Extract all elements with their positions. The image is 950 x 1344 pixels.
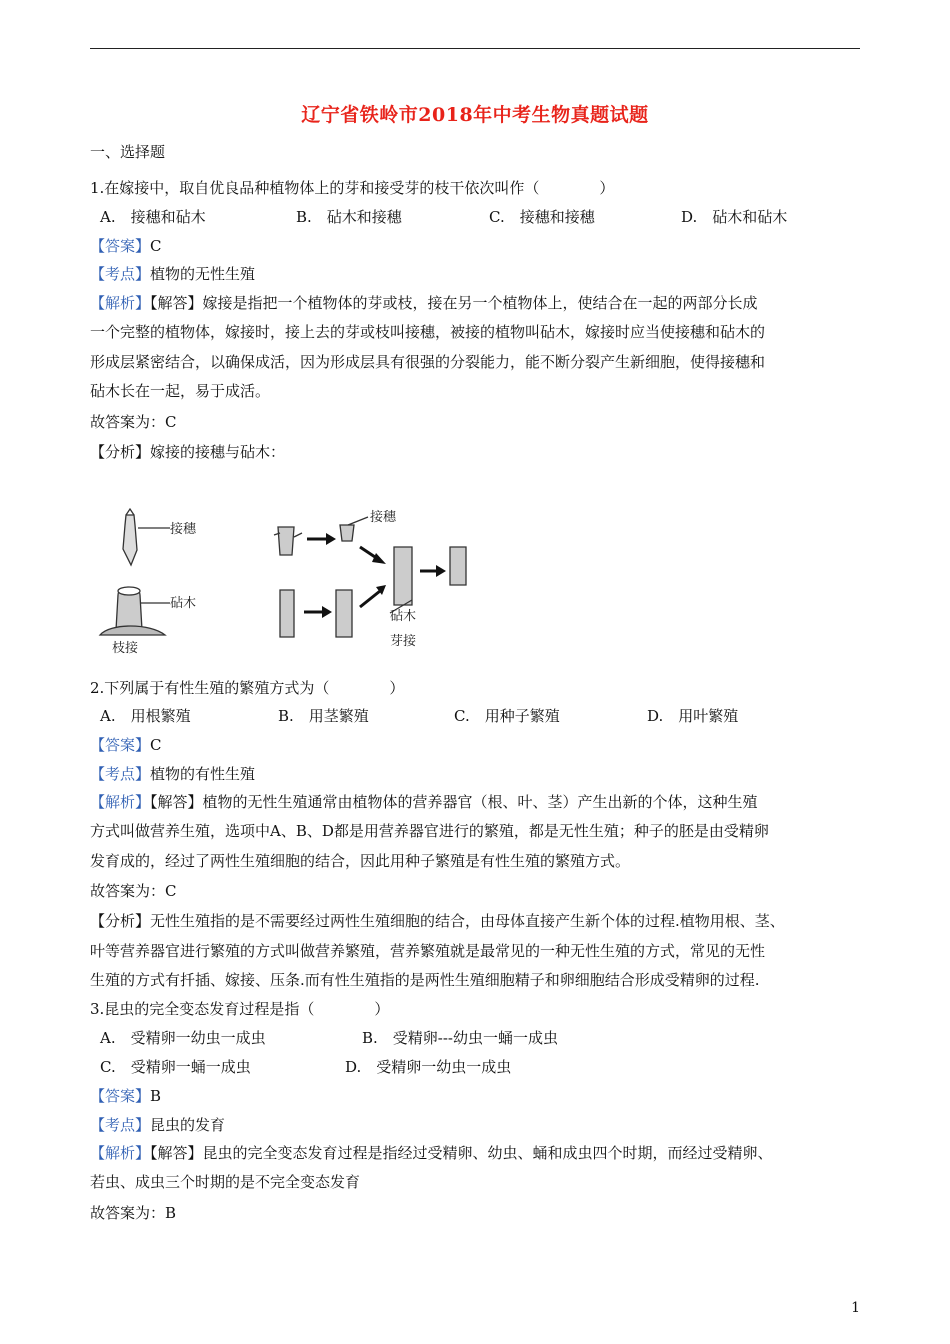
q3-option-d: D. 受精卵一幼虫一成虫 [345,1058,512,1076]
summary-tag: 【分析】 [90,443,151,461]
q1-option-d: D. 砧木和砧木 [681,208,788,226]
q1-conclusion: 故答案为：C [90,413,177,431]
q3-option-a: A. 受精卵一幼虫一成虫 [100,1029,266,1047]
q2-summary-line-2: 叶等营养器官进行繁殖的方式叫做营养繁殖，营养繁殖就是最常见的一种无性生殖的方式，常见的无性 [90,942,766,960]
q1-option-b: B. 砧木和接穗 [296,208,402,226]
q2-summary-text-1: 无性生殖指的是不需要经过两性生殖细胞的结合，由母体直接产生新个体的过程.植物用根、茎、 [150,912,785,930]
q3-analysis-line-2: 若虫、成虫三个时期的是不完全变态发育 [90,1173,361,1191]
figure-label-bud-stock: 砧木 [390,609,417,624]
q2-analysis-line-1 [90,792,758,812]
q3-analysis-line-1 [90,1143,773,1163]
q3-answer [90,1086,161,1106]
q3-point-value: 昆虫的发育 [150,1116,226,1134]
header-rule [90,48,860,49]
grafting-figure [90,505,490,660]
q1-point-value: 植物的无性生殖 [150,265,256,283]
q2-option-a: A. 用根繁殖 [100,707,191,725]
q2-point [90,764,255,784]
branch-graft-diagram [100,509,170,635]
q1-summary [90,442,285,462]
figure-label-bud-graft: 芽接 [390,634,417,649]
q2-option-d: D. 用叶繁殖 [647,707,739,725]
q1-analysis-text-1: 【解答】嫁接是指把一个植物体的芽或枝，接在另一个植物体上，使结合在一起的两部分长成 [150,294,758,312]
q2-conclusion: 故答案为：C [90,882,177,900]
q1-point [90,264,255,284]
process-arrows [304,533,446,618]
q3-conclusion: 故答案为：B [90,1204,177,1222]
q1-option-c: C. 接穗和接穗 [489,208,595,226]
q2-summary-line-1 [90,911,785,931]
q2-summary-line-3: 生殖的方式有扦插、嫁接、压条.而有性生殖指的是两性生殖细胞精子和卵细胞结合形成受精卵的过程. [90,971,760,989]
document-title: 辽宁省铁岭市2018年中考生物真题试题 [301,104,649,126]
q2-analysis-text-1: 【解答】植物的无性生殖通常由植物体的营养器官（根、叶、茎）产生出新的个体，这种生殖 [150,793,758,811]
point-tag: 【考点】 [90,765,151,783]
q3-stem: 3.昆虫的完全变态发育过程是指（ ） [90,1000,390,1018]
point-tag: 【考点】 [90,1116,151,1134]
q2-analysis-line-3: 发育成的，经过了两性生殖细胞的结合，因此用种子繁殖是有性生殖的繁殖方式。 [90,852,631,870]
figure-label-bud-scion: 接穗 [370,510,397,525]
analysis-tag: 【解析】 [90,793,151,811]
q2-answer [90,735,162,755]
q1-answer-value: C [150,237,162,255]
q2-answer-value: C [150,736,162,754]
q1-analysis-line-3: 形成层紧密结合，以确保成活，因为形成层具有很强的分裂能力，能不断分裂产生新细胞，使得接穗和 [90,353,766,371]
q2-stem: 2.下列属于有性生殖的繁殖方式为（ ） [90,679,405,697]
q3-analysis-text-1: 【解答】昆虫的完全变态发育过程是指经过受精卵、幼虫、蛹和成虫四个时期，而经过受精卵、 [150,1144,773,1162]
answer-tag: 【答案】 [90,1087,151,1105]
answer-tag: 【答案】 [90,237,151,255]
figure-label-scion: 接穗 [170,522,197,537]
section-heading: 一、选择题 [90,143,166,161]
q3-option-c: C. 受精卵一蛹一成虫 [100,1058,251,1076]
q3-option-b: B. 受精卵---幼虫一蛹一成虫 [362,1029,558,1047]
q2-option-c: C. 用种子繁殖 [454,707,560,725]
q1-stem: 1.在嫁接中，取自优良品种植物体上的芽和接受芽的枝干依次叫作（ ） [90,179,615,197]
q1-answer [90,236,162,256]
page-number: 1 [851,1300,860,1316]
q3-answer-value: B [150,1087,162,1105]
q1-option-a: A. 接穗和砧木 [100,208,206,226]
q1-summary-text: 嫁接的接穗与砧木： [150,443,286,461]
q1-analysis-line-1 [90,293,758,313]
analysis-tag: 【解析】 [90,294,151,312]
summary-tag: 【分析】 [90,912,151,930]
q1-analysis-line-2: 一个完整的植物体，嫁接时，接上去的芽或枝叫接穗，被接的植物叫砧木，嫁接时应当使接穗和砧木的 [90,323,766,341]
bud-graft-diagram [274,517,466,637]
figure-label-branch-graft: 枝接 [112,641,139,656]
q2-analysis-line-2: 方式叫做营养生殖，选项中A、B、D都是用营养器官进行的繁殖，都是无性生殖；种子的胚是由受精卵 [90,822,769,840]
figure-label-stock: 砧木 [170,596,197,611]
q3-point [90,1115,225,1135]
analysis-tag: 【解析】 [90,1144,151,1162]
answer-tag: 【答案】 [90,736,151,754]
q2-option-b: B. 用茎繁殖 [278,707,369,725]
q1-analysis-line-4: 砧木长在一起，易于成活。 [90,382,271,400]
point-tag: 【考点】 [90,265,151,283]
q2-point-value: 植物的有性生殖 [150,765,256,783]
